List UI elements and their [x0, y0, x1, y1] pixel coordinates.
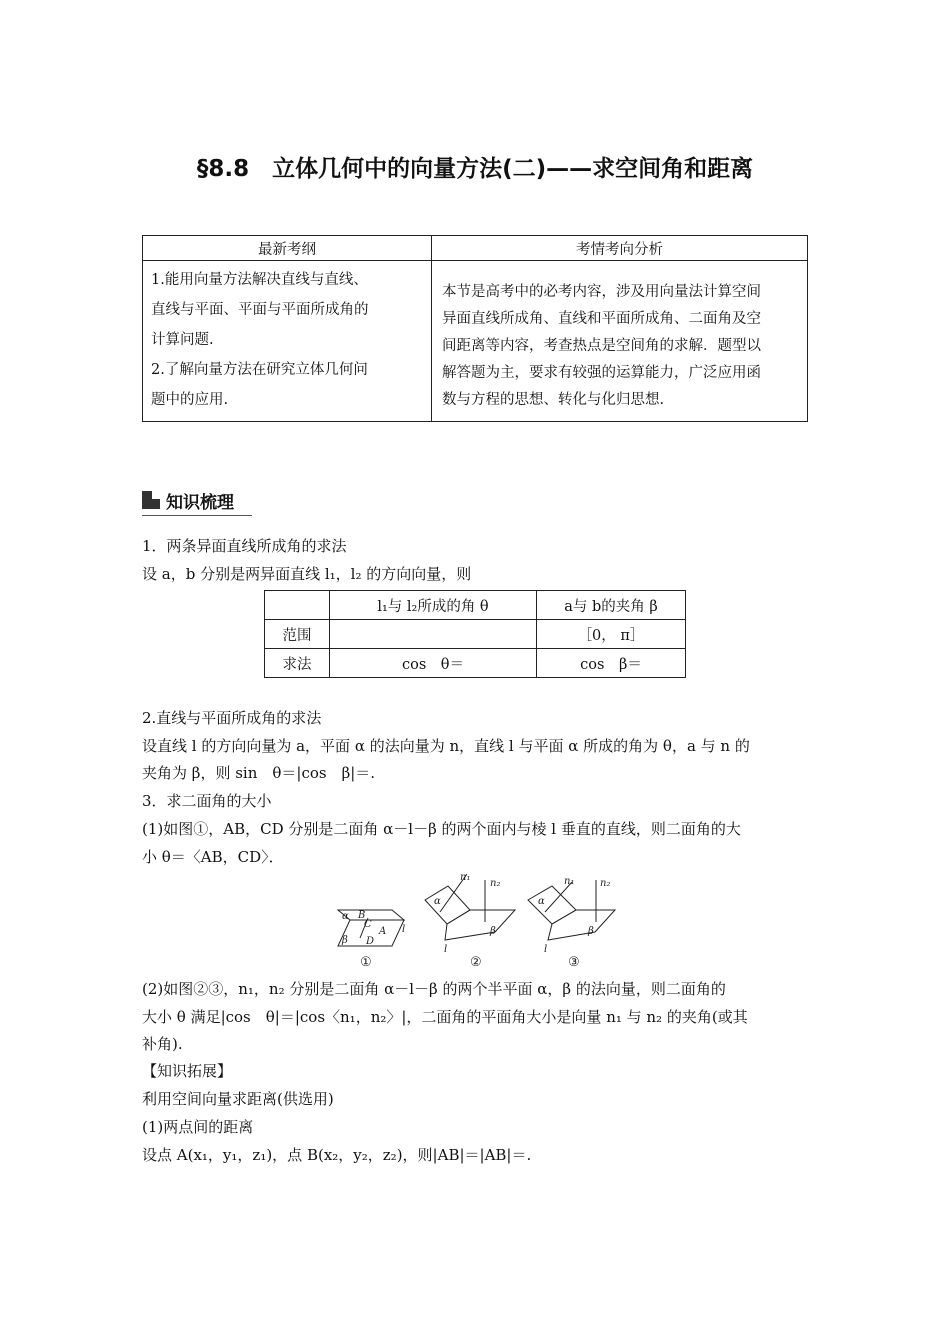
- svg-text:n₁: n₁: [460, 872, 471, 883]
- angle-col2-header: a与 b的夹角 β: [537, 591, 686, 620]
- ext-line3: 设点 A(x₁，y₁，z₁)，点 B(x₂，y₂，z₂)，则|AB|＝|AB|＝.: [142, 1146, 532, 1164]
- syllabus-table: [142, 235, 808, 422]
- p2-heading: 2.直线与平面所成角的求法: [142, 709, 322, 727]
- p4-line3: 补角).: [142, 1035, 183, 1053]
- svg-text:α: α: [434, 896, 441, 907]
- svg-text:β: β: [490, 926, 496, 937]
- dihedral-figures: [330, 870, 630, 972]
- figure-3: [528, 876, 615, 970]
- p2-line2: 夹角为 β，则 sin θ＝|cos β|＝.: [142, 764, 376, 782]
- analysis-header: 考情考向分析: [432, 236, 808, 261]
- figure-1: [338, 910, 405, 970]
- method-cell-1: cos θ＝: [330, 649, 537, 678]
- syllabus-line: 2.了解向量方法在研究立体几何问: [151, 362, 368, 378]
- page-title: §8.8 立体几何中的向量方法(二)——求空间角和距离: [196, 156, 754, 182]
- svg-text:n₂: n₂: [600, 878, 611, 889]
- syllabus-cell: [143, 261, 432, 422]
- ext-line1: 利用空间向量求距离(供选用): [142, 1090, 334, 1108]
- p4-line1: (2)如图②③，n₁，n₂ 分别是二面角 α－l－β 的两个半平面 α，β 的法向量，则二面角的: [142, 980, 726, 998]
- method-label: 求法: [265, 649, 330, 678]
- syllabus-line: 题中的应用.: [151, 392, 229, 408]
- range-cell-2: ［0， π］: [537, 620, 686, 649]
- svg-text:β: β: [342, 935, 348, 946]
- ext-line2: (1)两点间的距离: [142, 1118, 254, 1136]
- p3-line2: 小 θ＝〈AB，CD〉．: [142, 848, 284, 866]
- svg-text:l: l: [444, 944, 448, 955]
- p4-line2: 大小 θ 满足|cos θ|＝|cos〈n₁，n₂〉|，二面角的平面角大小是向量 n₁ 与 n₂ 的夹角(或其: [142, 1008, 748, 1026]
- analysis-line: 解答题为主，要求有较强的运算能力，广泛应用函: [442, 365, 761, 381]
- figure-1-label: ①: [360, 955, 372, 970]
- svg-text:A: A: [379, 926, 387, 937]
- angle-table: [264, 590, 686, 678]
- figure-2-label: ②: [470, 955, 482, 970]
- svg-text:l: l: [544, 944, 548, 955]
- analysis-line: 间距离等内容，考查热点是空间角的求解．题型以: [442, 338, 761, 354]
- syllabus-line: 计算问题.: [151, 332, 214, 348]
- ext-heading: 【知识拓展】: [142, 1062, 233, 1080]
- svg-text:α: α: [538, 896, 545, 907]
- p1-heading: 1．两条异面直线所成角的求法: [142, 537, 347, 555]
- section-heading: [142, 487, 252, 516]
- svg-text:n₂: n₂: [490, 878, 501, 889]
- p3-line1: (1)如图①，AB，CD 分别是二面角 α－l－β 的两个面内与棱 l 垂直的直线，则二面角的大: [142, 820, 741, 838]
- p2-line1: 设直线 l 的方向向量为 a，平面 α 的法向量为 n，直线 l 与平面 α 所成的角为 θ，a 与 n 的: [142, 737, 750, 755]
- syllabus-line: 直线与平面、平面与平面所成角的: [151, 302, 369, 318]
- svg-text:C: C: [364, 919, 372, 930]
- angle-col1-header: l₁与 l₂所成的角 θ: [330, 591, 537, 620]
- svg-text:α: α: [342, 911, 349, 922]
- analysis-line: 本节是高考中的必考内容，涉及用向量法计算空间: [442, 284, 761, 300]
- syllabus-header: 最新考纲: [143, 236, 432, 261]
- svg-text:B: B: [358, 910, 366, 921]
- svg-text:D: D: [366, 936, 375, 947]
- svg-text:l: l: [402, 924, 406, 935]
- analysis-line: 异面直线所成角、直线和平面所成角、二面角及空: [442, 311, 761, 327]
- method-cell-2: cos β＝: [537, 649, 686, 678]
- svg-text:n₁: n₁: [564, 876, 575, 887]
- figure-2: [425, 872, 515, 970]
- analysis-cell: [432, 261, 808, 422]
- svg-text:β: β: [588, 926, 594, 937]
- analysis-line: 数与方程的思想、转化与化归思想.: [442, 392, 665, 408]
- section-label: 知识梳理: [166, 493, 234, 513]
- range-label: 范围: [265, 620, 330, 649]
- figure-3-label: ③: [568, 955, 580, 970]
- p1-intro: 设 a，b 分别是两异面直线 l₁，l₂ 的方向向量，则: [142, 565, 472, 583]
- p3-heading: 3．求二面角的大小: [142, 792, 272, 810]
- syllabus-line: 1.能用向量方法解决直线与直线、: [151, 272, 368, 288]
- range-cell-1: [330, 620, 537, 649]
